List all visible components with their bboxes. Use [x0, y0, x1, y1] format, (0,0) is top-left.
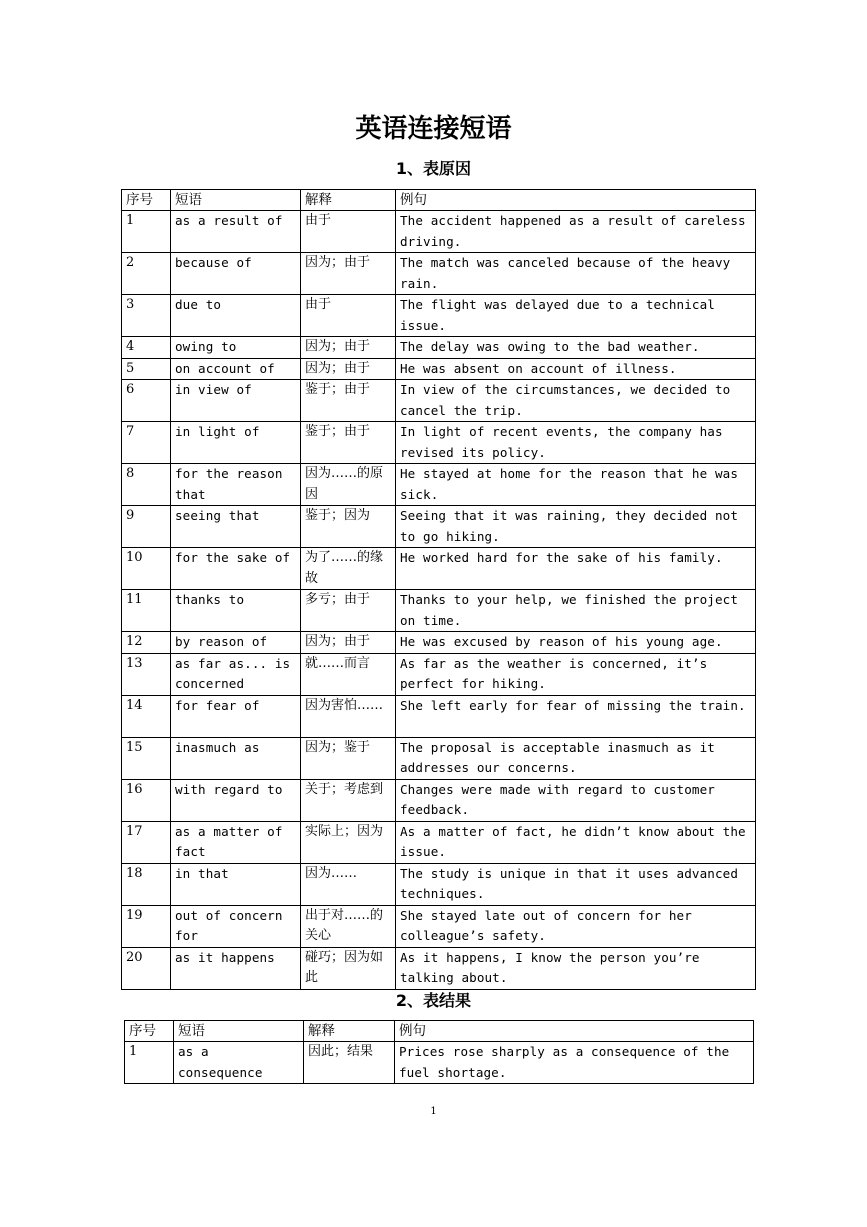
- row-phrase: for the reason that: [171, 464, 301, 506]
- row-example: He worked hard for the sake of his family.: [396, 548, 756, 590]
- table-row: [122, 211, 756, 253]
- row-number: 9: [122, 506, 171, 548]
- row-example: He was excused by reason of his young age.: [396, 632, 756, 654]
- results-table-body: [125, 1042, 754, 1084]
- table-row: [122, 653, 756, 695]
- row-phrase: seeing that: [171, 506, 301, 548]
- row-phrase: on account of: [171, 358, 301, 380]
- row-meaning: 由于: [301, 295, 396, 337]
- header-phrase: 短语: [174, 1021, 304, 1042]
- row-number: 6: [122, 380, 171, 422]
- row-number: 14: [122, 695, 171, 737]
- row-meaning: 鉴于；因为: [301, 506, 396, 548]
- row-example: The match was canceled because of the heavy rain.: [396, 253, 756, 295]
- row-meaning: 因为；鉴于: [301, 737, 396, 779]
- row-meaning: 鉴于；由于: [301, 380, 396, 422]
- row-meaning: 由于: [301, 211, 396, 253]
- row-meaning: 多亏；由于: [301, 590, 396, 632]
- row-phrase: owing to: [171, 337, 301, 359]
- table-header-row: [122, 190, 756, 211]
- row-example: The flight was delayed due to a technical issue.: [396, 295, 756, 337]
- table-row: [122, 464, 756, 506]
- row-meaning: 碰巧；因为如此: [301, 947, 396, 989]
- table-header-row: [125, 1021, 754, 1042]
- header-example: 例句: [396, 190, 756, 211]
- row-meaning: 为了……的缘故: [301, 548, 396, 590]
- table-row: [122, 337, 756, 359]
- row-meaning: 因为……的原因: [301, 464, 396, 506]
- table-row: [122, 380, 756, 422]
- table-row: [122, 821, 756, 863]
- row-phrase: in that: [171, 863, 301, 905]
- row-phrase: in view of: [171, 380, 301, 422]
- row-example: As far as the weather is concerned, it’s perfect for hiking.: [396, 653, 756, 695]
- row-example: In view of the circumstances, we decided to cancel the trip.: [396, 380, 756, 422]
- row-number: 17: [122, 821, 171, 863]
- row-phrase: for the sake of: [171, 548, 301, 590]
- row-phrase: as far as... is concerned: [171, 653, 301, 695]
- table-row: [125, 1042, 754, 1084]
- header-number: 序号: [125, 1021, 174, 1042]
- row-phrase: thanks to: [171, 590, 301, 632]
- row-number: 2: [122, 253, 171, 295]
- row-number: 8: [122, 464, 171, 506]
- section-title-causes: 1、表原因: [395, 159, 472, 178]
- row-example: She stayed late out of concern for her colleague’s safety.: [396, 905, 756, 947]
- row-number: 18: [122, 863, 171, 905]
- table-row: [122, 358, 756, 380]
- row-example: He was absent on account of illness.: [396, 358, 756, 380]
- row-phrase: in light of: [171, 422, 301, 464]
- table-row: [122, 253, 756, 295]
- page-number: 1: [430, 1106, 437, 1117]
- header-example: 例句: [395, 1021, 754, 1042]
- table-row: [122, 863, 756, 905]
- row-number: 10: [122, 548, 171, 590]
- document-title: 英语连接短语: [355, 114, 512, 144]
- row-example: Prices rose sharply as a consequence of the fuel shortage.: [395, 1042, 754, 1084]
- row-example: She left early for fear of missing the train.: [396, 695, 756, 737]
- row-number: 4: [122, 337, 171, 359]
- row-meaning: 因为；由于: [301, 358, 396, 380]
- row-phrase: as a matter of fact: [171, 821, 301, 863]
- row-meaning: 因为；由于: [301, 337, 396, 359]
- row-phrase: as a consequence: [174, 1042, 304, 1084]
- table-row: [122, 905, 756, 947]
- row-meaning: 关于；考虑到: [301, 779, 396, 821]
- row-phrase: because of: [171, 253, 301, 295]
- header-number: 序号: [122, 190, 171, 211]
- table-row: [122, 506, 756, 548]
- table-row: [122, 422, 756, 464]
- table-row: [122, 590, 756, 632]
- row-meaning: 因为；由于: [301, 253, 396, 295]
- row-example: The proposal is acceptable inasmuch as it addresses our concerns.: [396, 737, 756, 779]
- row-example: Seeing that it was raining, they decided not to go hiking.: [396, 506, 756, 548]
- row-phrase: as a result of: [171, 211, 301, 253]
- row-number: 7: [122, 422, 171, 464]
- row-phrase: as it happens: [171, 947, 301, 989]
- row-phrase: out of concern for: [171, 905, 301, 947]
- causes-phrase-table: [121, 189, 756, 990]
- header-meaning: 解释: [304, 1021, 395, 1042]
- header-phrase: 短语: [171, 190, 301, 211]
- row-number: 5: [122, 358, 171, 380]
- row-meaning: 因为……: [301, 863, 396, 905]
- row-meaning: 鉴于；由于: [301, 422, 396, 464]
- row-number: 1: [122, 211, 171, 253]
- row-number: 3: [122, 295, 171, 337]
- row-number: 15: [122, 737, 171, 779]
- table-row: [122, 295, 756, 337]
- table-row: [122, 947, 756, 989]
- row-example: He stayed at home for the reason that he was sick.: [396, 464, 756, 506]
- row-phrase: with regard to: [171, 779, 301, 821]
- row-example: The study is unique in that it uses advanced techniques.: [396, 863, 756, 905]
- row-number: 12: [122, 632, 171, 654]
- row-meaning: 因为；由于: [301, 632, 396, 654]
- table-row: [122, 632, 756, 654]
- row-number: 13: [122, 653, 171, 695]
- row-example: The delay was owing to the bad weather.: [396, 337, 756, 359]
- section-title-results: 2、表结果: [395, 991, 472, 1010]
- table-row: [122, 737, 756, 779]
- header-meaning: 解释: [301, 190, 396, 211]
- row-phrase: due to: [171, 295, 301, 337]
- row-meaning: 因为害怕……: [301, 695, 396, 737]
- table-row: [122, 779, 756, 821]
- row-example: In light of recent events, the company has revised its policy.: [396, 422, 756, 464]
- row-example: The accident happened as a result of careless driving.: [396, 211, 756, 253]
- row-number: 1: [125, 1042, 174, 1084]
- row-phrase: inasmuch as: [171, 737, 301, 779]
- table-row: [122, 695, 756, 737]
- row-number: 20: [122, 947, 171, 989]
- row-example: Thanks to your help, we finished the project on time.: [396, 590, 756, 632]
- row-meaning: 出于对……的关心: [301, 905, 396, 947]
- table-row: [122, 548, 756, 590]
- row-example: As a matter of fact, he didn’t know about the issue.: [396, 821, 756, 863]
- row-number: 19: [122, 905, 171, 947]
- row-example: Changes were made with regard to customer feedback.: [396, 779, 756, 821]
- row-number: 11: [122, 590, 171, 632]
- row-meaning: 因此；结果: [304, 1042, 395, 1084]
- row-phrase: by reason of: [171, 632, 301, 654]
- causes-table-body: [122, 211, 756, 990]
- row-number: 16: [122, 779, 171, 821]
- row-example: As it happens, I know the person you’re talking about.: [396, 947, 756, 989]
- results-phrase-table: [124, 1020, 754, 1084]
- row-meaning: 就……而言: [301, 653, 396, 695]
- row-meaning: 实际上；因为: [301, 821, 396, 863]
- row-phrase: for fear of: [171, 695, 301, 737]
